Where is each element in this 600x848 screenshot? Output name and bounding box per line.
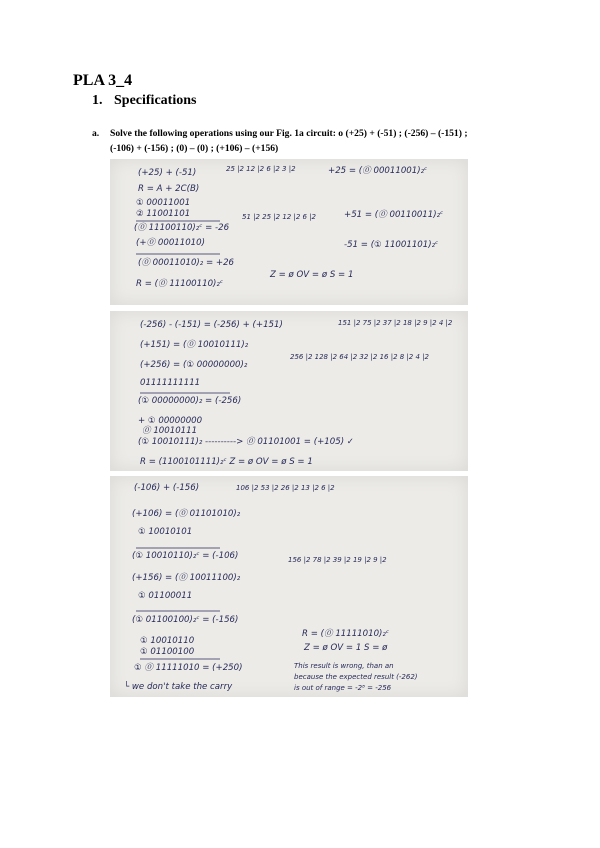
- photo-line: 01111111111: [140, 378, 201, 388]
- photo-line: ② 11001101: [136, 209, 191, 219]
- photo-line: R = A + 2C(B): [138, 184, 200, 194]
- photo-line: 51 |2 25 |2 12 |2 6 |2: [242, 213, 316, 221]
- photo-line: (-256) - (-151) = (-256) + (+151): [140, 320, 283, 330]
- photo-line: (+106) = (⓪ 01101010)₂: [132, 509, 241, 519]
- photo-line: (① 01100100)₂ᶜ = (-156): [132, 615, 239, 625]
- photo-line: (+25) + (-51): [138, 168, 197, 178]
- item-text-line-1: Solve the following operations using our Fig. 1a circuit: o (+25) + (-51) ; (-256) – (-151) ;: [110, 128, 468, 139]
- photo-line: └ we don't take the carry: [124, 682, 233, 692]
- photo-line: (⓪ 00011010)₂ = +26: [138, 258, 235, 268]
- photo-line: because the expected result (-262): [294, 673, 418, 681]
- handwritten-photo-1: [110, 159, 468, 305]
- photo-line: (① 10010110)₂ᶜ = (-106): [132, 551, 239, 561]
- photo-line: ① 10010110: [140, 636, 195, 646]
- document-title: PLA 3_4: [73, 72, 133, 89]
- section-number: 1.: [92, 93, 103, 108]
- photo-line: This result is wrong, than an: [294, 662, 394, 670]
- photo-line: (① 10010111)₂ ----------> ⓪ 01101001 = (+105) ✓: [138, 437, 354, 447]
- photo-line: is out of range = -2⁸ = -256: [294, 684, 392, 692]
- item-label: a.: [92, 128, 100, 139]
- photo-line: (+151) = (⓪ 10010111)₂: [140, 340, 249, 350]
- photo-line: ① 01100100: [140, 647, 195, 657]
- photo-line: 151 |2 75 |2 37 |2 18 |2 9 |2 4 |2: [338, 319, 453, 327]
- photo-line: -51 = (① 11001101)₂ᶜ: [344, 240, 439, 250]
- photo-line: (+256) = (① 00000000)₂: [140, 360, 248, 370]
- photo-line: Z = ø OV = 1 S = ø: [304, 643, 388, 653]
- photo-line: 25 |2 12 |2 6 |2 3 |2: [226, 165, 296, 173]
- photo-line: ① 10010101: [138, 527, 193, 537]
- section-heading: [92, 93, 196, 109]
- photo-line: +25 = (⓪ 00011001)₂ᶜ: [328, 166, 428, 176]
- handwritten-photo-2: [110, 311, 468, 471]
- photo-line: +51 = (⓪ 00110011)₂ᶜ: [344, 210, 444, 220]
- photo-line: ① ⓪ 11111010 = (+250): [134, 663, 243, 673]
- handwritten-notes-2: [110, 311, 468, 471]
- photo-line: (-106) + (-156): [134, 483, 200, 493]
- photo-line: 256 |2 128 |2 64 |2 32 |2 16 |2 8 |2 4 |2: [290, 353, 429, 361]
- photo-line: R = (⓪ 11111010)₂ᶜ: [302, 629, 390, 639]
- handwritten-notes-3: [110, 476, 468, 697]
- photo-line: ① 01100011: [138, 591, 193, 601]
- photo-line: 156 |2 78 |2 39 |2 19 |2 9 |2: [288, 556, 387, 564]
- photo-line: + ① 00000000: [138, 416, 203, 426]
- photo-line: R = (1100101111)₂ᶜ Z = ø OV = ø S = 1: [140, 457, 313, 467]
- photo-line: ⓪ 10010111: [142, 426, 198, 436]
- item-text-line-2: (-106) + (-156) ; (0) – (0) ; (+106) – (+156): [110, 143, 279, 154]
- handwritten-notes-1: [110, 159, 468, 305]
- photo-line: (① 00000000)₂ = (-256): [138, 396, 242, 406]
- photo-line: Z = ø OV = ø S = 1: [270, 270, 354, 280]
- handwritten-photo-3: [110, 476, 468, 697]
- photo-line: R = (⓪ 11100110)₂ᶜ: [136, 279, 224, 289]
- photo-line: ① 00011001: [136, 198, 191, 208]
- photo-line: (+⓪ 00011010): [136, 238, 205, 248]
- photo-line: (+156) = (⓪ 10011100)₂: [132, 573, 241, 583]
- photo-line: 106 |2 53 |2 26 |2 13 |2 6 |2: [236, 484, 335, 492]
- photo-line: (⓪ 11100110)₂ᶜ = -26: [134, 223, 230, 233]
- section-title: Specifications: [114, 93, 197, 108]
